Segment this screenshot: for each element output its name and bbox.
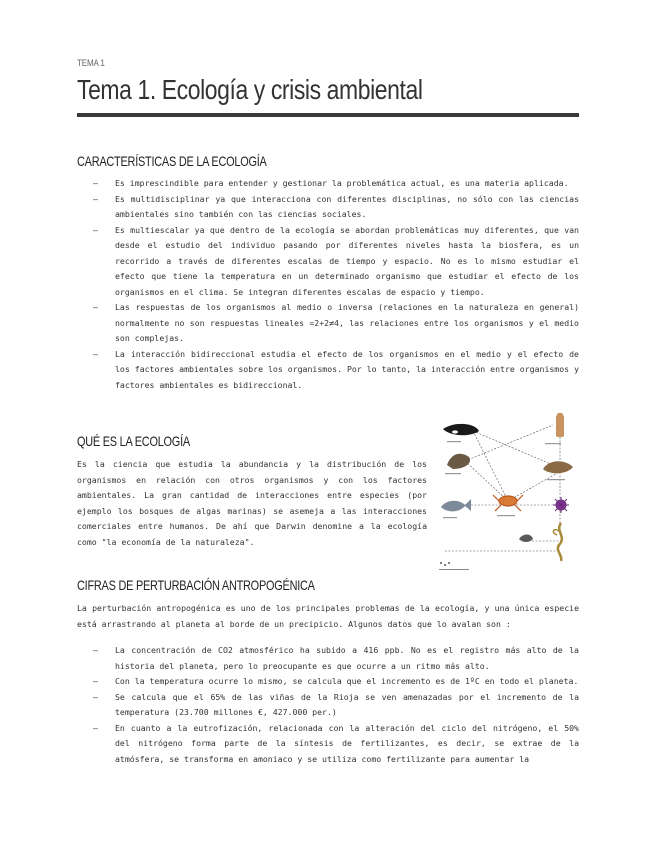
sea-lion-icon	[447, 454, 470, 469]
section-heading-que-es: QUÉ ES LA ECOLOGÍA	[77, 433, 190, 449]
section-heading-cifras: CIFRAS DE PERTURBACIÓN ANTROPOGÉNICA	[77, 577, 315, 593]
list-item: – Se calcula que el 65% de las viñas de la Rioja se ven amenazadas por el incremento de la temperatura (23.700 millones €, 427.000 per.)	[93, 690, 579, 721]
plankton-legend	[439, 562, 469, 570]
title-rule	[77, 113, 579, 117]
crab-icon	[493, 495, 523, 511]
shellfish-icon	[519, 535, 533, 543]
list-item: – Con la temperatura ocurre lo mismo, se calcula que el incremento es de 1ºC en todo el planeta.	[93, 674, 579, 690]
sea-urchin-icon	[553, 497, 569, 513]
cifras-paragraph: La perturbación antropogénica es uno de los principales problemas de la ecología, y una única especie está arrastrando al planeta al borde de un precipicio. Algunos datos que lo avalan son :	[77, 603, 579, 629]
human-icon	[556, 415, 564, 437]
food-web-figure	[435, 413, 581, 575]
orca-icon	[443, 424, 479, 435]
fish-icon	[441, 499, 471, 511]
list-item: – La concentración de CO2 atmosférico ha subido a 416 ppb. No es el registro más alto de la historia del planeta, pero lo preocupante es que ocurre a un ritmo más alto.	[93, 643, 579, 674]
list-item: – Es multiescalar ya que dentro de la ecología se abordan problemáticas muy diferentes, que van desde el estudio del individuo pasando por diferentes niveles hasta la biosfera, es un recorrido a través de diferentes escalas de tiempo y espacio. No es lo mismo estudiar el efecto que tiene la temperatura en un determinado organismo que estudiar el efecto de los organismos en el clima. Se integran diferentes escalas de espacio y tiempo.	[93, 223, 579, 301]
cifras-list	[93, 643, 579, 767]
que-es-paragraph: Es la ciencia que estudia la abundancia y la distribución de los organismos en relación con otros organismos y con los factores ambientales. La gran cantidad de interacciones entre especies (por ejemplo los bosques de algas marinas) se asemeja a las interacciones comerciales entre humanos. De ahí que Darwin denomine a la ecología como "la economía de la naturaleza".	[77, 459, 427, 547]
caracteristicas-list	[93, 176, 579, 393]
chapter-kicker: TEMA 1	[77, 58, 105, 69]
list-item: – Es imprescindible para entender y gestionar la problemática actual, es una materia aplicada.	[93, 176, 579, 192]
page-title: Tema 1. Ecología y crisis ambiental	[77, 74, 423, 105]
list-item: – La interacción bidireccional estudia el efecto de los organismos en el medio y el efecto de los factores ambientales sobre los organismos. Por lo tanto, la interacción entre organismos y factores ambientales es bidireccional.	[93, 347, 579, 394]
list-item: – En cuanto a la eutrofización, relacionada con la alteración del ciclo del nitrógeno, el 50% del nitrógeno forma parte de la síntesis de fertilizantes, es decir, se extrae de la atmósfera, se transforma en amoniaco y se utiliza como fertilizante para aumentar la	[93, 721, 579, 768]
section-heading-caracteristicas: CARACTERÍSTICAS DE LA ECOLOGÍA	[77, 153, 267, 169]
otter-icon	[543, 461, 573, 473]
kelp-icon	[558, 523, 562, 561]
list-item: – Es multidisciplinar ya que interacciona con diferentes disciplinas, no sólo con las ciencias ambientales sino también con las ciencias sociales.	[93, 192, 579, 223]
food-web-diagram	[435, 413, 581, 575]
list-item: – Las respuestas de los organismos al medio o inversa (relaciones en la naturaleza en general) normalmente no son respuestas lineales =2+2≠4, las relaciones entre los organismos y el medio son complejas.	[93, 300, 579, 347]
